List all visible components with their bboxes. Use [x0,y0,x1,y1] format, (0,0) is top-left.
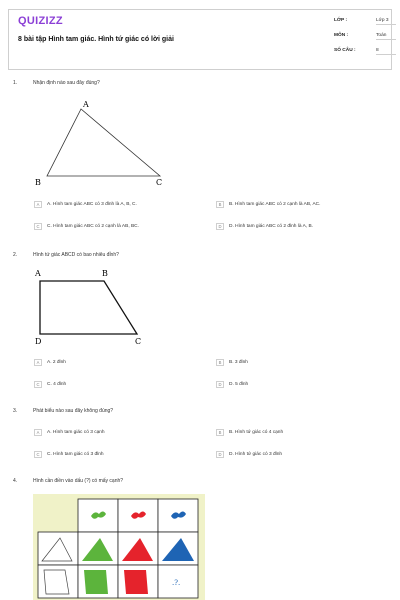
answer-option[interactable] [216,201,320,208]
vertex-label-b: B [35,178,41,187]
option-key-box: D [216,223,224,230]
question-number: 2. [13,252,18,258]
answer-option[interactable] [34,381,66,388]
question-text: Nhận định nào sau đây đúng? [33,80,100,86]
meta-label: MÔN : [334,33,349,38]
option-key-box: C [34,223,42,230]
answer-option[interactable] [34,429,105,436]
option-text: A. Hình tam giác ABC có 3 đỉnh là A, B, C. [47,202,137,207]
vertex-label-a: A [35,269,41,278]
option-text: B. 3 đỉnh [229,360,248,365]
vertex-label-a: A [83,100,89,109]
question-text: Phát biểu nào sau đây không đúng? [33,408,114,414]
vertex-label-d: D [35,337,42,346]
option-key-box: A [34,201,42,208]
answer-option[interactable] [34,223,139,230]
answer-option[interactable] [34,359,66,366]
answer-option[interactable] [34,451,104,458]
question-number: 4. [13,478,18,484]
meta-label: SỐ CÂU : [334,48,356,53]
triangle-shape [47,109,160,176]
answer-option[interactable] [216,381,248,388]
question-number: 1. [13,80,18,86]
option-key-box: B [216,429,224,436]
option-text: A. Hình tam giác có 3 cạnh [47,430,105,435]
option-text: C. 4 đỉnh [47,382,67,387]
quadrilateral-figure [30,264,160,349]
pattern-grid-figure [33,494,205,600]
meta-value: Toán [376,33,396,40]
meta-value: 8 [376,48,396,55]
question-mark-label: .?. [172,579,181,587]
option-text: D. 5 đỉnh [229,382,249,387]
quadrilateral-shape [40,281,137,334]
option-key-box: B [216,201,224,208]
worksheet-header [8,9,392,70]
option-key-box: D [216,381,224,388]
answer-option[interactable] [216,359,248,366]
triangle-figure [30,95,180,190]
answer-option[interactable] [34,201,137,208]
white-quadrilateral-shape [44,570,69,594]
option-text: D. Hình tứ giác có 3 đỉnh [229,452,283,457]
option-text: D. Hình tam giác ABC có 2 đỉnh là A, B. [229,224,313,229]
green-quadrilateral-shape [84,570,108,594]
option-key-box: C [34,381,42,388]
option-text: C. Hình tam giác ABC có 2 cạnh là AB, BC. [47,224,139,229]
meta-label: LỚP : [334,18,348,23]
brand-logo: QUIZIZZ [18,15,63,27]
option-text: A. 2 đỉnh [47,360,66,365]
answer-option[interactable] [216,451,282,458]
vertex-label-c: C [156,178,163,187]
option-key-box: A [34,359,42,366]
option-key-box: C [34,451,42,458]
red-quadrilateral-shape [124,570,148,594]
option-text: C. Hình tam giác có 3 đỉnh [47,452,104,457]
answer-option[interactable] [216,429,283,436]
option-key-box: A [34,429,42,436]
option-text: B. Hình tam giác ABC có 2 cạnh là AB, AC. [229,202,321,207]
question-text: Hình cần điền vào dấu (?) có mấy cạnh? [33,478,124,484]
option-key-box: B [216,359,224,366]
vertex-label-b: B [102,269,108,278]
meta-value: Lớp 3 [376,18,396,25]
worksheet-title: 8 bài tập Hình tam giác. Hình tứ giác có lời giải [18,36,174,43]
option-key-box: D [216,451,224,458]
question-number: 3. [13,408,18,414]
answer-option[interactable] [216,223,313,230]
question-text: Hình tứ giác ABCD có bao nhiêu đỉnh? [33,252,119,258]
vertex-label-c: C [135,337,142,346]
option-text: B. Hình tứ giác có 4 cạnh [229,430,284,435]
